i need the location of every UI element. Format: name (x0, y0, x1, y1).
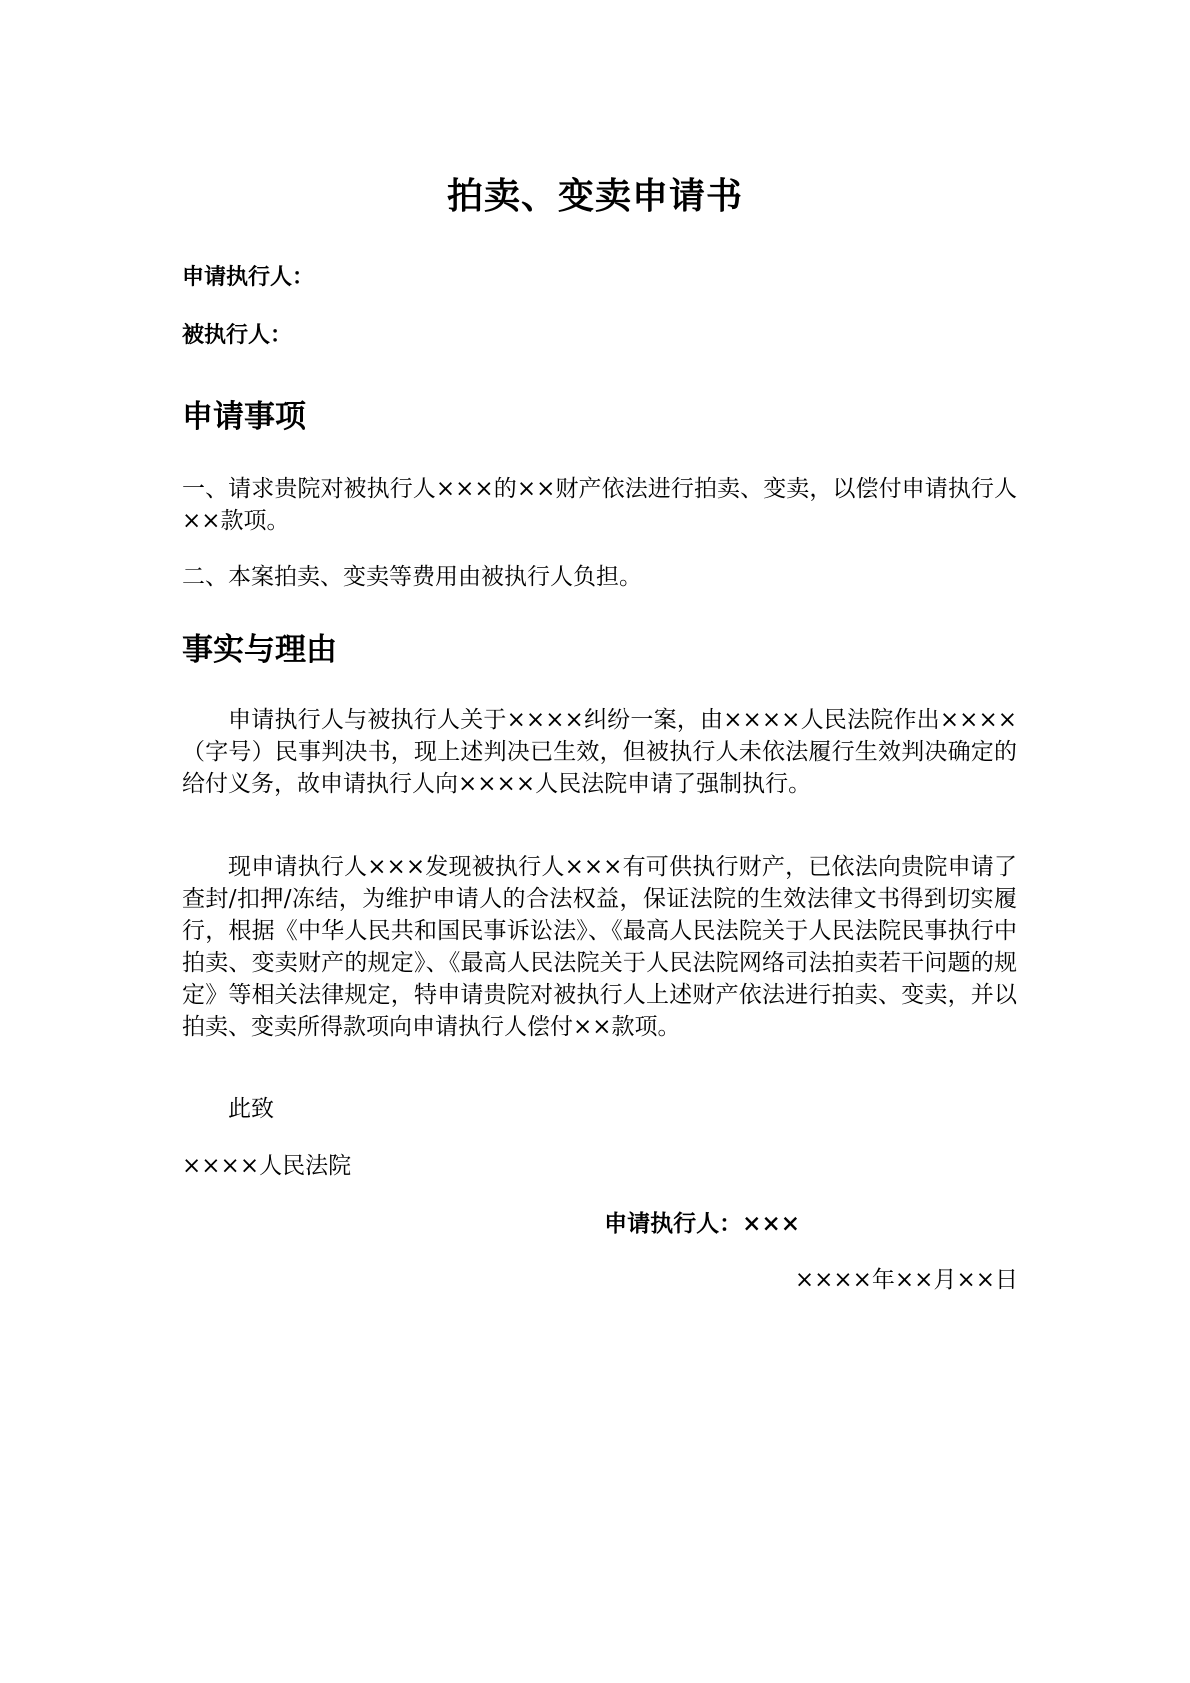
document-title: 拍卖、变卖申请书 (446, 175, 743, 217)
section-heading-facts: 事实与理由 (182, 632, 337, 668)
facts-paragraph-1: 申请执行人与被执行人关于××××纠纷一案，由××××人民法院作出××××（字号）民事判决书，现上述判决已生效，但被执行人未依法履行生效判决确定的给付义务，故申请执行人向××××人民法院申请了强制执行。 (182, 707, 1017, 797)
facts-paragraph-2: 现申请执行人×××发现被执行人×××有可供执行财产，已依法向贵院申请了查封/扣押/冻结，为维护申请人的合法权益，保证法院的生效法律文书得到切实履行，根据《中华人民共和国民事诉讼法》、《最高人民法院关于人民法院民事执行中拍卖、变卖财产的规定》、《最高人民法院关于人民法院网络司法拍卖若干问题的规定》等相关法律规定，特申请贵院对被执行人上述财产依法进行拍卖、变卖，并以拍卖、变卖所得款项向申请执行人偿付××款项。 (182, 854, 1017, 1040)
respondent-label: 被执行人： (182, 322, 293, 348)
applicant-label: 申请执行人： (182, 264, 315, 290)
document-date: ××××年××月××日 (794, 1267, 1018, 1293)
closing-salutation: 此致 (228, 1096, 274, 1122)
section-heading-requests: 申请事项 (182, 399, 306, 435)
applicant-signature: 申请执行人：××× (604, 1210, 800, 1237)
addressee-court: ××××人民法院 (182, 1153, 352, 1179)
request-item-1: 一、请求贵院对被执行人×××的××财产依法进行拍卖、变卖，以偿付申请执行人××款项。 (182, 476, 1017, 534)
request-item-2: 二、本案拍卖、变卖等费用由被执行人负担。 (182, 564, 642, 590)
